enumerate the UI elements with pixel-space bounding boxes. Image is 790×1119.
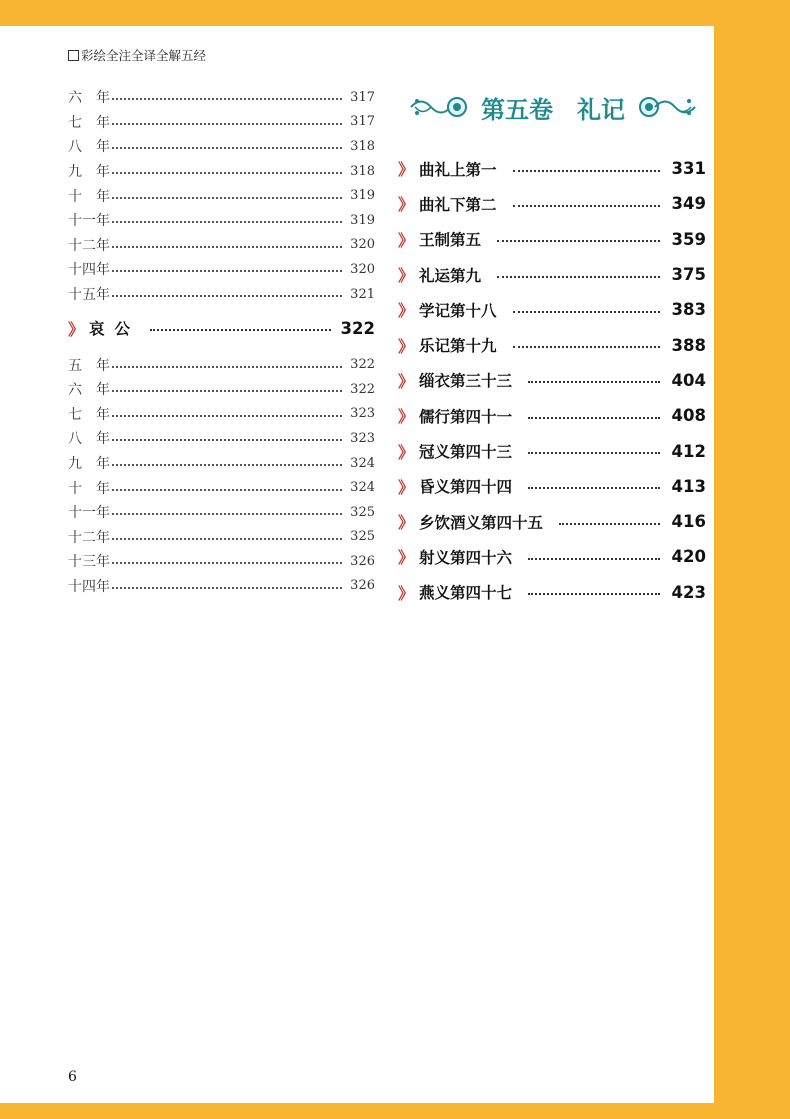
toc-entry-label: 八 年 bbox=[68, 139, 110, 156]
dot-leader bbox=[497, 240, 660, 242]
dot-leader bbox=[497, 276, 660, 278]
dot-leader bbox=[112, 366, 342, 368]
dot-leader bbox=[150, 329, 331, 331]
dot-leader bbox=[112, 464, 342, 466]
dot-leader bbox=[528, 381, 660, 383]
chevron-icon: 》 bbox=[398, 336, 412, 356]
toc-entry-page: 319 bbox=[350, 188, 375, 204]
toc-entry[interactable] bbox=[398, 575, 706, 610]
toc-entry-label: 十二年 bbox=[68, 529, 110, 546]
chevron-icon: 》 bbox=[398, 477, 412, 497]
chevron-icon: 》 bbox=[398, 513, 412, 533]
chevron-icon: 》 bbox=[398, 301, 412, 321]
chevron-icon: 》 bbox=[398, 548, 412, 568]
toc-entry-page: 324 bbox=[350, 480, 375, 496]
chevron-icon: 》 bbox=[398, 371, 412, 391]
page bbox=[0, 26, 714, 1103]
toc-entry[interactable] bbox=[68, 233, 375, 258]
toc-entry[interactable] bbox=[68, 159, 375, 184]
toc-entry[interactable] bbox=[398, 398, 706, 433]
toc-entry-page: 319 bbox=[350, 212, 375, 228]
toc-entry-page: 326 bbox=[350, 578, 375, 594]
toc-entry-page: 326 bbox=[350, 553, 375, 569]
toc-entry[interactable] bbox=[68, 110, 375, 135]
dot-leader bbox=[528, 487, 660, 489]
toc-entry[interactable] bbox=[68, 377, 375, 402]
dot-leader bbox=[513, 205, 660, 207]
toc-entry-page: 321 bbox=[350, 286, 375, 302]
dot-leader bbox=[112, 513, 342, 515]
toc-entry-label: 射义第四十六 bbox=[419, 548, 513, 567]
chevron-icon: 》 bbox=[398, 266, 412, 286]
toc-entry-page: 317 bbox=[350, 89, 375, 105]
dot-leader bbox=[559, 523, 660, 525]
toc-entry-page: 408 bbox=[671, 406, 706, 426]
dot-leader bbox=[513, 311, 660, 313]
toc-entry[interactable] bbox=[68, 574, 375, 599]
volume-title: 第五卷 礼记 bbox=[481, 94, 625, 124]
dot-leader bbox=[513, 346, 660, 348]
toc-entry-label: 缁衣第三十三 bbox=[419, 372, 513, 391]
toc-entry-label: 学记第十八 bbox=[419, 301, 497, 320]
toc-entry-page: 323 bbox=[350, 406, 375, 422]
toc-entry-label: 五 年 bbox=[68, 357, 110, 374]
toc-entry-label: 九 年 bbox=[68, 456, 110, 473]
toc-entry-page: 388 bbox=[671, 335, 706, 355]
toc-entry[interactable] bbox=[68, 475, 375, 500]
toc-entry-page: 317 bbox=[350, 114, 375, 130]
dot-leader bbox=[528, 558, 660, 560]
toc-entry[interactable] bbox=[398, 469, 706, 504]
toc-entry-page: 318 bbox=[350, 138, 375, 154]
toc-entry-page: 320 bbox=[350, 261, 375, 277]
toc-section-label: 哀公 bbox=[89, 320, 141, 339]
chevron-icon: 》 bbox=[398, 195, 412, 215]
dot-leader bbox=[112, 390, 342, 392]
toc-entry[interactable] bbox=[398, 433, 706, 468]
toc-entry[interactable] bbox=[398, 504, 706, 539]
book-title: 彩绘全注全译全解五经 bbox=[81, 48, 207, 63]
toc-entry[interactable] bbox=[398, 363, 706, 398]
page-number: 6 bbox=[68, 1069, 77, 1085]
toc-entry[interactable] bbox=[68, 500, 375, 525]
toc-entry-label: 儒行第四十一 bbox=[419, 407, 513, 426]
dot-leader bbox=[513, 170, 660, 172]
toc-section-page: 322 bbox=[340, 318, 375, 338]
toc-entry[interactable] bbox=[68, 549, 375, 574]
dot-leader bbox=[528, 593, 660, 595]
toc-entry-label: 冠义第四十三 bbox=[419, 443, 513, 462]
right-ornament-icon bbox=[637, 92, 697, 122]
dot-leader bbox=[112, 172, 342, 174]
toc-entry-page: 324 bbox=[350, 455, 375, 471]
toc-entry-page: 349 bbox=[671, 194, 706, 214]
toc-entry-page: 420 bbox=[671, 547, 706, 567]
toc-entry-label: 八 年 bbox=[68, 431, 110, 448]
toc-entry-label: 曲礼下第二 bbox=[419, 195, 497, 214]
chevron-icon: 》 bbox=[398, 407, 412, 427]
toc-entry-page: 323 bbox=[350, 430, 375, 446]
dot-leader bbox=[112, 538, 342, 540]
toc-entry-label: 昏义第四十四 bbox=[419, 478, 513, 497]
toc-entry-page: 412 bbox=[671, 441, 706, 461]
toc-entry-page: 318 bbox=[350, 163, 375, 179]
toc-entry[interactable] bbox=[68, 451, 375, 476]
square-icon bbox=[68, 50, 79, 61]
dot-leader bbox=[112, 197, 342, 199]
toc-entry-page: 322 bbox=[350, 381, 375, 397]
toc-entry-page: 404 bbox=[671, 370, 706, 390]
toc-entry-label: 曲礼上第一 bbox=[419, 160, 497, 179]
toc-entry[interactable] bbox=[398, 539, 706, 574]
dot-leader bbox=[528, 417, 660, 419]
toc-entry[interactable] bbox=[398, 186, 706, 221]
toc-entry-label: 十二年 bbox=[68, 237, 110, 254]
toc-entry-label: 十 年 bbox=[68, 188, 110, 205]
dot-leader bbox=[528, 452, 660, 454]
dot-leader bbox=[112, 489, 342, 491]
toc-entry[interactable] bbox=[68, 183, 375, 208]
toc-entry[interactable] bbox=[68, 402, 375, 427]
toc-section-aigong[interactable] bbox=[68, 310, 375, 346]
toc-left-column bbox=[68, 85, 375, 598]
toc-entry-label: 十四年 bbox=[68, 262, 110, 279]
toc-entry-label: 十五年 bbox=[68, 287, 110, 304]
toc-entry-label: 七 年 bbox=[68, 114, 110, 131]
toc-entry-label: 乡饮酒义第四十五 bbox=[419, 513, 544, 532]
dot-leader bbox=[112, 270, 342, 272]
dot-leader bbox=[112, 98, 342, 100]
toc-entry-label: 十三年 bbox=[68, 554, 110, 571]
toc-entry-page: 416 bbox=[671, 512, 706, 532]
toc-entry[interactable] bbox=[398, 257, 706, 292]
dot-leader bbox=[112, 415, 342, 417]
toc-entry-label: 十四年 bbox=[68, 578, 110, 595]
toc-entry-page: 331 bbox=[671, 159, 706, 179]
toc-entry-page: 375 bbox=[671, 265, 706, 285]
toc-entry-label: 十 年 bbox=[68, 480, 110, 497]
toc-entry[interactable] bbox=[398, 327, 706, 362]
dot-leader bbox=[112, 562, 342, 564]
chevron-icon: 》 bbox=[398, 583, 412, 603]
dot-leader bbox=[112, 439, 342, 441]
toc-entry[interactable] bbox=[68, 85, 375, 110]
toc-entry-label: 十一年 bbox=[68, 213, 110, 230]
chevron-icon: 》 bbox=[398, 442, 412, 462]
toc-entry-label: 七 年 bbox=[68, 406, 110, 423]
toc-entry-label: 王制第五 bbox=[419, 231, 482, 250]
toc-entry[interactable] bbox=[398, 222, 706, 257]
chevron-icon: 》 bbox=[398, 230, 412, 250]
toc-entry[interactable] bbox=[68, 257, 375, 282]
dot-leader bbox=[112, 295, 342, 297]
running-header bbox=[68, 46, 206, 64]
dot-leader bbox=[112, 123, 342, 125]
toc-entry[interactable] bbox=[68, 134, 375, 159]
toc-entry[interactable] bbox=[398, 292, 706, 327]
toc-entry-page: 423 bbox=[671, 582, 706, 602]
toc-entry-page: 383 bbox=[671, 300, 706, 320]
dot-leader bbox=[112, 147, 342, 149]
toc-entry-page: 320 bbox=[350, 237, 375, 253]
toc-entry-page: 413 bbox=[671, 476, 706, 496]
toc-entry-page: 322 bbox=[350, 357, 375, 373]
dot-leader bbox=[112, 246, 342, 248]
dot-leader bbox=[112, 221, 342, 223]
toc-entry-label: 燕义第四十七 bbox=[419, 584, 513, 603]
volume-heading bbox=[398, 84, 708, 130]
toc-entry[interactable] bbox=[68, 282, 375, 307]
toc-entry-page: 359 bbox=[671, 229, 706, 249]
chevron-icon: 》 bbox=[398, 160, 412, 180]
chevron-icon: 》 bbox=[68, 319, 82, 339]
dot-leader bbox=[112, 587, 342, 589]
toc-entry-label: 九 年 bbox=[68, 164, 110, 181]
toc-right-column bbox=[398, 151, 706, 610]
toc-entry[interactable] bbox=[68, 208, 375, 233]
toc-entry[interactable] bbox=[68, 426, 375, 451]
left-ornament-icon bbox=[409, 92, 469, 122]
toc-entry[interactable] bbox=[68, 352, 375, 377]
toc-entry[interactable] bbox=[398, 151, 706, 186]
toc-entry-label: 十一年 bbox=[68, 505, 110, 522]
toc-entry-label: 六 年 bbox=[68, 90, 110, 107]
toc-entry-page: 325 bbox=[350, 529, 375, 545]
toc-entry-label: 礼运第九 bbox=[419, 266, 482, 285]
toc-entry-label: 六 年 bbox=[68, 382, 110, 399]
toc-entry-page: 325 bbox=[350, 504, 375, 520]
toc-entry-label: 乐记第十九 bbox=[419, 337, 497, 356]
toc-entry[interactable] bbox=[68, 525, 375, 550]
